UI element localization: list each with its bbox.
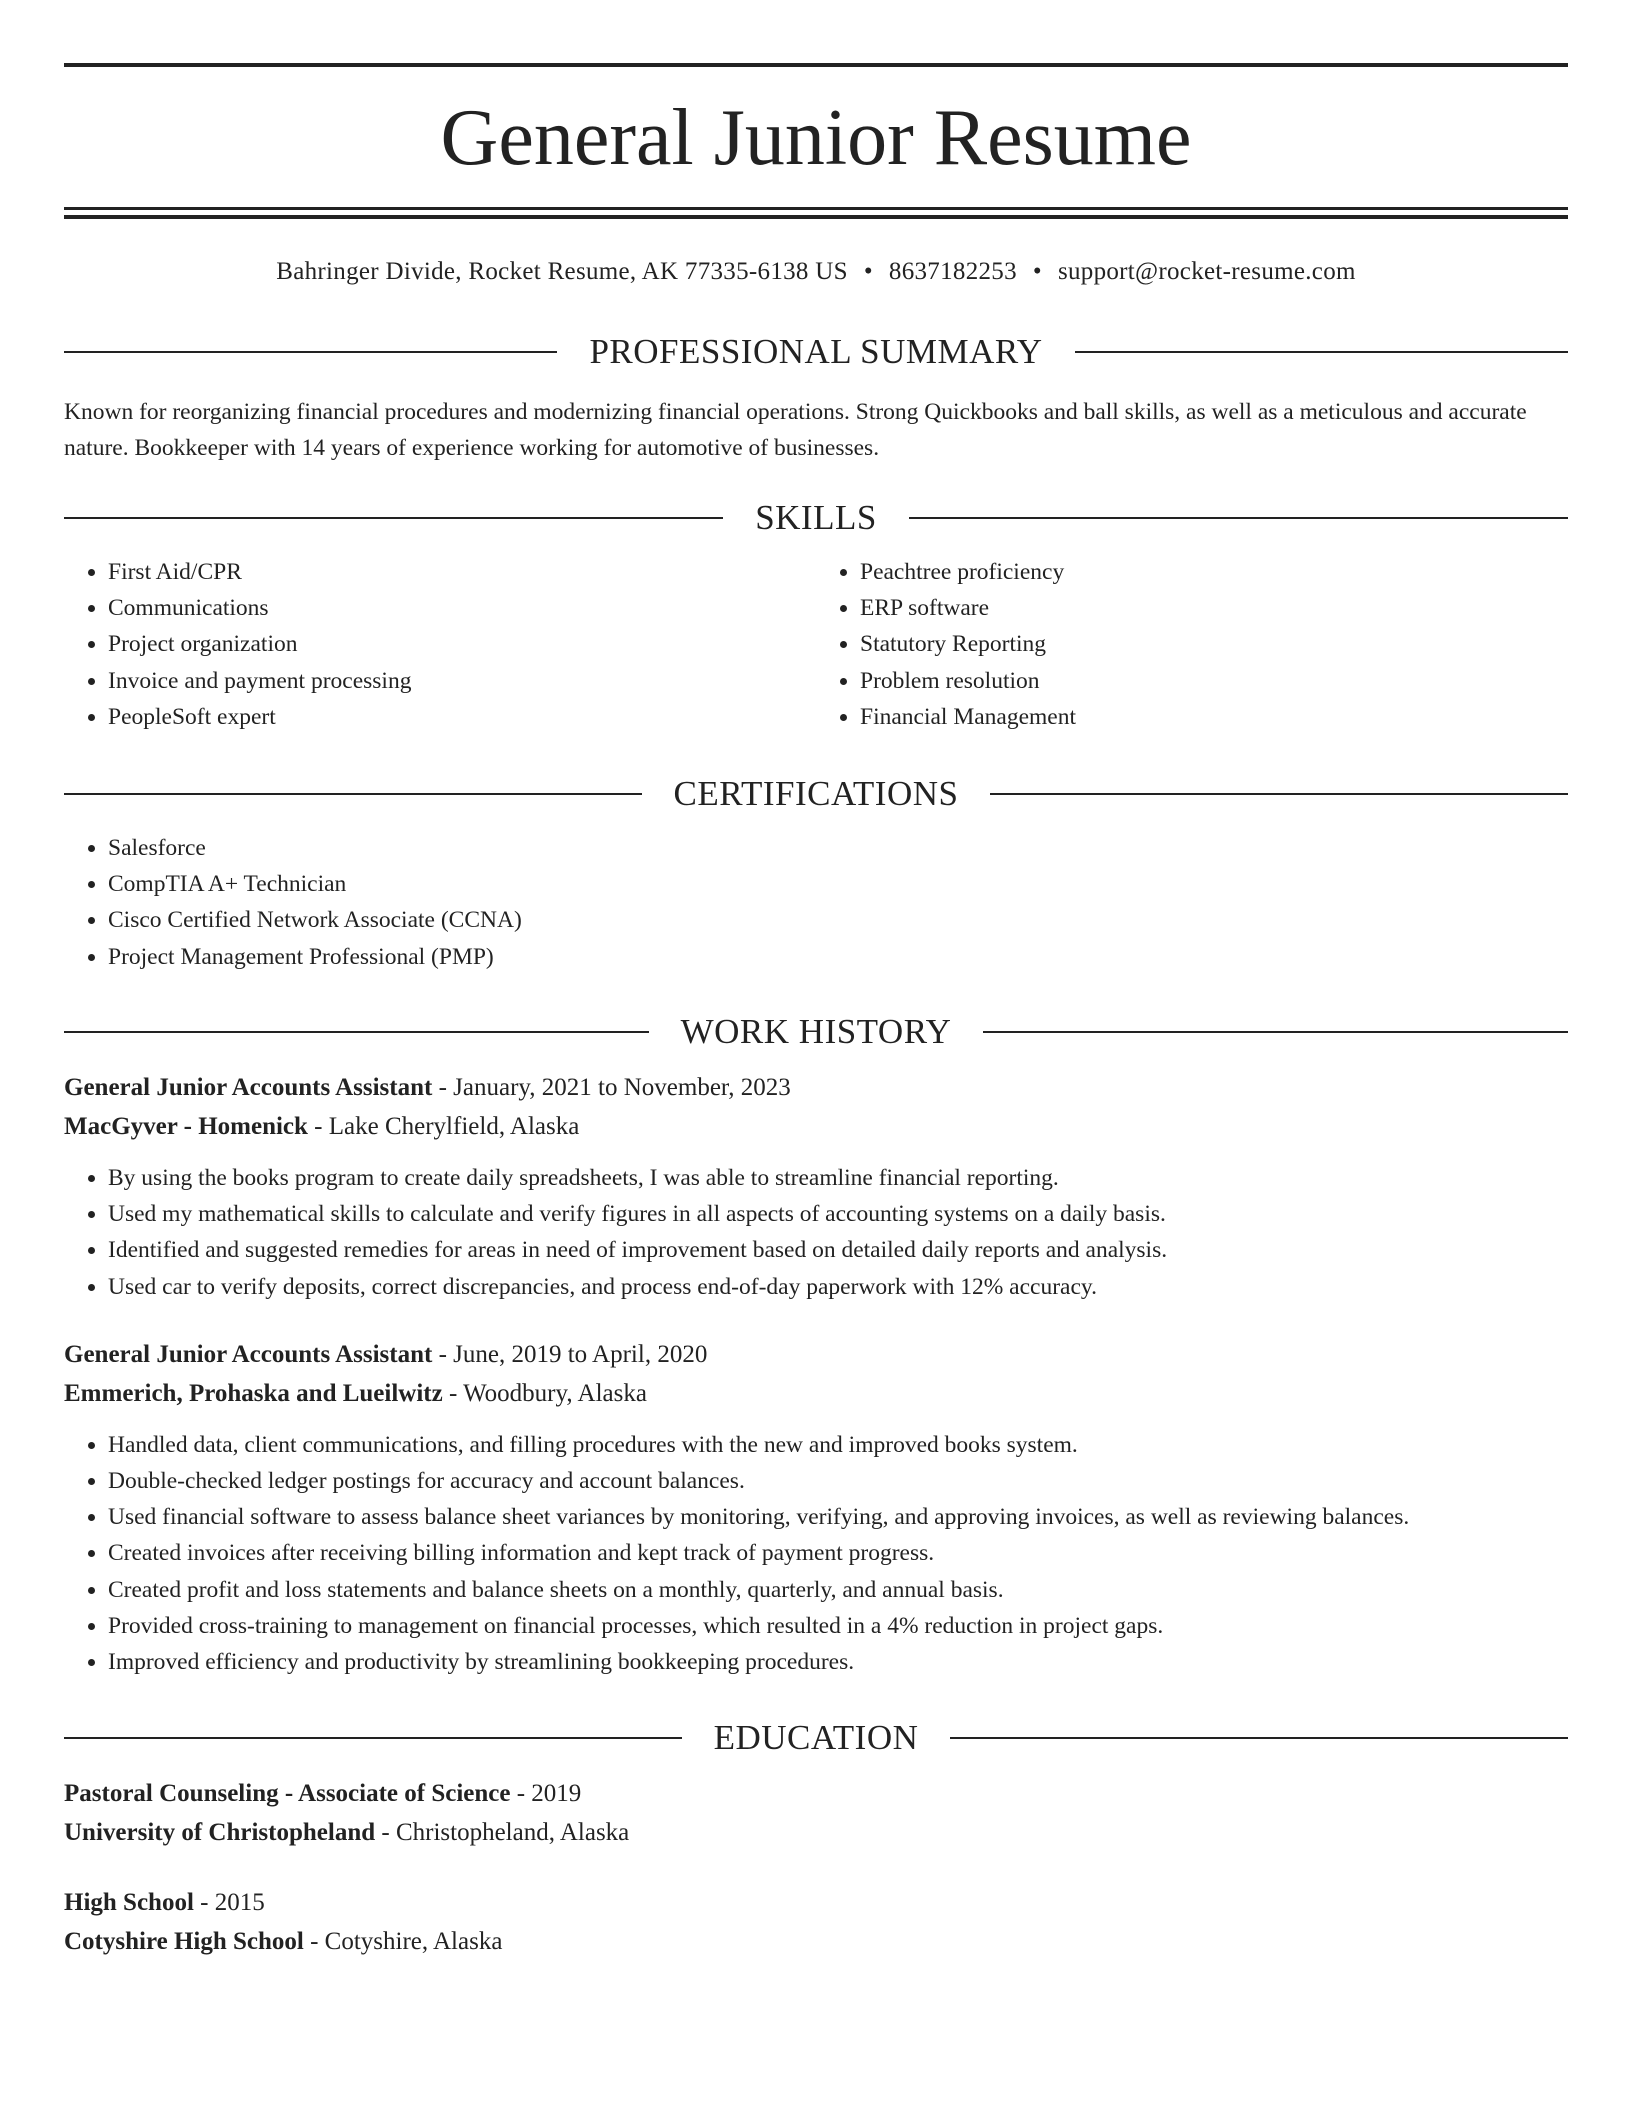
list-item: • By using the books program to create daily spreadsheets, I was able to streamline financial reporting. [108,1160,1568,1196]
list-item: • CompTIA A+ Technician [108,866,1568,902]
job-title: General Junior Accounts Assistant [64,1074,433,1101]
list-item: • Identified and suggested remedies for areas in need of improvement based on detailed daily reports and analysis. [108,1232,1568,1268]
work-heading: WORK HISTORY [680,1012,952,1051]
section-heading [64,770,1568,818]
skills-columns [64,554,1568,735]
skills-section [64,494,1568,735]
job-duties-list [64,1160,1568,1305]
certifications-heading: CERTIFICATIONS [673,774,959,813]
list-item: • Invoice and payment processing [108,663,816,699]
job-entry [64,1335,1568,1680]
list-item: • PeopleSoft expert [108,699,816,735]
job-location: - Woodbury, Alaska [442,1379,647,1407]
summary-heading: PROFESSIONAL SUMMARY [589,332,1043,371]
school-name: University of Christopheland [64,1819,376,1846]
list-item: • Project organization [108,626,816,662]
list-item: • Communications [108,590,816,626]
list-item: • Project Management Professional (PMP) [108,939,1568,975]
list-item: • Peachtree proficiency [860,554,1568,590]
job-location: - Lake Cherylfield, Alaska [307,1113,580,1140]
school-location: - Cotyshire, Alaska [303,1928,503,1955]
job-duties-list [64,1427,1568,1680]
heading-rule [1075,351,1568,353]
heading-rule [990,793,1568,795]
skills-list-right [816,554,1568,735]
degree-name: High School [64,1889,194,1916]
list-item: • Cisco Certified Network Associate (CCNA) [108,902,1568,938]
job-company: Emmerich, Prohaska and Lueilwitz [64,1379,443,1407]
section-heading [64,1008,1568,1056]
job-company: MacGyver - Homenick [64,1113,308,1140]
job-title-line [64,1335,1568,1374]
job-company-line [64,1374,1568,1413]
heading-rule [64,351,557,353]
skills-heading: SKILLS [755,498,877,537]
education-entry [64,1883,1568,1961]
list-item: • Created invoices after receiving billing information and kept track of payment progress. [108,1535,1568,1571]
heading-rule [64,793,642,795]
title-top-rule [64,63,1568,67]
contact-email: support@rocket-resume.com [1057,258,1356,285]
certifications-list [64,830,1568,975]
section-heading [64,494,1568,542]
heading-rule [64,517,723,519]
list-item: • Financial Management [860,699,1568,735]
job-title: General Junior Accounts Assistant [64,1340,433,1368]
list-item: • Statutory Reporting [860,626,1568,662]
summary-text: Known for reorganizing financial procedures and modernizing financial operations. Strong Quickbooks and ball skills, as well as a meticulous and accurate nature. Bookkeeper with 14 years of experience working for automotive of businesses. [64,399,1527,461]
list-item: • Improved efficiency and productivity by streamlining bookkeeping procedures. [108,1644,1568,1680]
list-item: • Salesforce [108,830,1568,866]
job-dates: - June, 2019 to April, 2020 [432,1340,708,1368]
certifications-section [64,770,1568,975]
school-location: - Christopheland, Alaska [375,1819,630,1846]
contact-separator: • [1032,258,1042,285]
job-entry [64,1068,1568,1305]
contact-address: Bahringer Divide, Rocket Resume, AK 77335-6138 US [276,258,848,285]
school-line [64,1813,1568,1852]
work-section [64,1008,1568,1680]
heading-rule [983,1031,1568,1033]
school-line [64,1922,1568,1961]
list-item: • First Aid/CPR [108,554,816,590]
degree-year: - 2015 [193,1889,265,1916]
section-heading [64,1714,1568,1762]
heading-rule [64,1031,649,1033]
contact-separator: • [863,258,873,285]
degree-year: - 2019 [510,1780,582,1807]
job-dates: - January, 2021 to November, 2023 [432,1074,791,1101]
skills-list-left [64,554,816,735]
job-title-line [64,1068,1568,1107]
list-item: • Used my mathematical skills to calculate and verify figures in all aspects of accounting systems on a daily basis. [108,1196,1568,1232]
section-heading [64,328,1568,376]
education-entry [64,1774,1568,1852]
list-item: • Provided cross-training to management on financial processes, which resulted in a 4% reduction in project gaps. [108,1608,1568,1644]
heading-rule [909,517,1568,519]
education-section [64,1714,1568,1961]
page-title: General Junior Resume [440,94,1192,182]
contact-phone: 8637182253 [888,258,1017,285]
education-heading: EDUCATION [713,1718,919,1757]
list-item: • ERP software [860,590,1568,626]
list-item: • Used financial software to assess balance sheet variances by monitoring, verifying, and approving invoices, as well as reviewing balances. [108,1499,1568,1535]
contact-line [64,252,1568,292]
list-item: • Used car to verify deposits, correct discrepancies, and process end-of-day paperwork with 12% accuracy. [108,1269,1568,1305]
title-bottom-rule-2 [64,215,1568,219]
summary-section [64,328,1568,466]
heading-rule [950,1737,1568,1739]
list-item: • Double-checked ledger postings for accuracy and account balances. [108,1463,1568,1499]
title-bottom-rule-1 [64,207,1568,210]
list-item: • Problem resolution [860,663,1568,699]
heading-rule [64,1737,682,1739]
degree-line [64,1883,1568,1922]
list-item: • Handled data, client communications, and filling procedures with the new and improved books system. [108,1427,1568,1463]
degree-name: Pastoral Counseling - Associate of Science [64,1780,511,1807]
school-name: Cotyshire High School [64,1928,304,1955]
job-company-line [64,1107,1568,1146]
degree-line [64,1774,1568,1813]
list-item: • Created profit and loss statements and balance sheets on a monthly, quarterly, and annual basis. [108,1572,1568,1608]
